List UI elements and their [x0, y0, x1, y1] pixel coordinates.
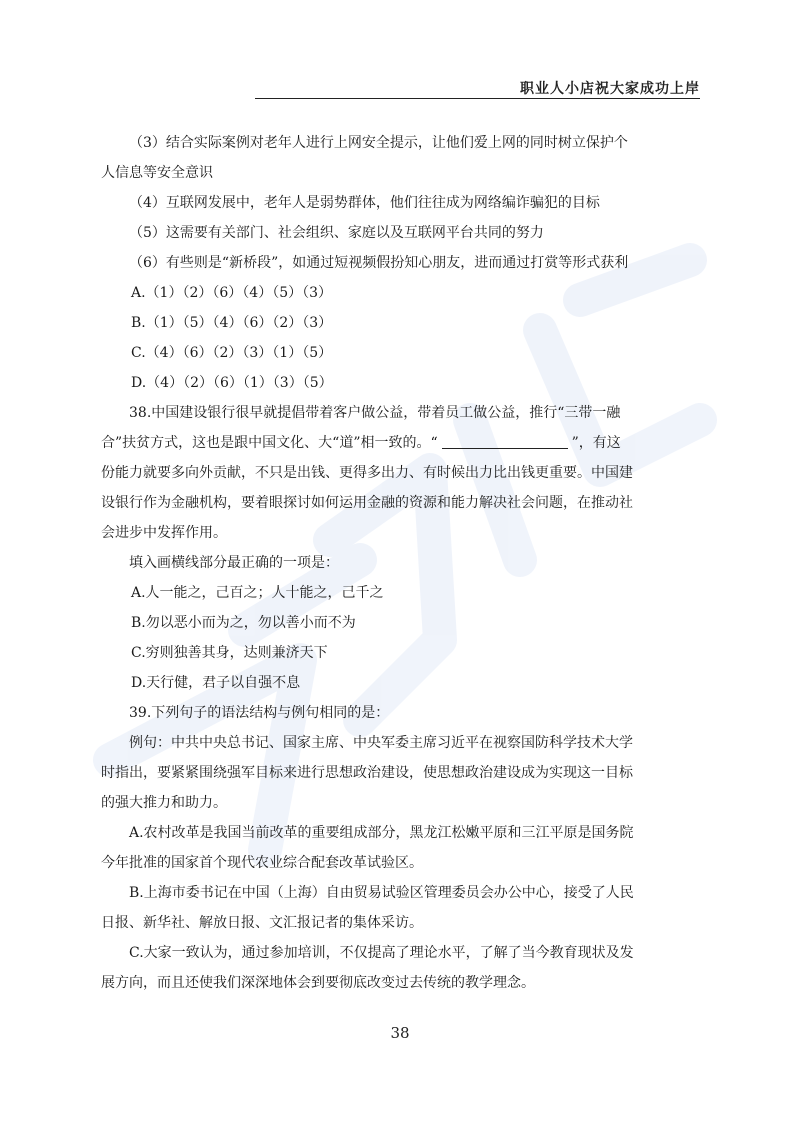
page-content	[101, 128, 701, 998]
q39-example-line-1: 例句：中共中央总书记、国家主席、中央军委主席习近平在视察国防科学技术大学	[129, 735, 633, 751]
q38-line-4: 设银行作为金融机构，要着眼探讨如何运用金融的资源和能力解决社会问题，在推动社	[101, 495, 633, 511]
q39-example-line-2: 时指出，要紧紧围绕强军目标来进行思想政治建设，使思想政治建设成为实现这一目标	[101, 765, 633, 781]
q38-line-5: 会进步中发挥作用。	[101, 525, 227, 541]
q37-item-3-cont: 人信息等安全意识	[101, 165, 213, 181]
q38-option-a: A.人一能之，己百之；人十能之，己千之	[131, 585, 384, 601]
q37-item-5: （5）这需要有关部门、社会组织、家庭以及互联网平台共同的努力	[129, 225, 544, 241]
page-number: 38	[390, 1024, 410, 1042]
q39-option-b-line-2: 日报、新华社、解放日报、文汇报记者的集体采访。	[101, 915, 423, 931]
q37-option-b: B.（1）（5）（4）（6）（2）（3）	[131, 315, 333, 331]
q38-line-1: 38.中国建设银行很早就提倡带着客户做公益，带着员工做公益，推行“三带一融	[129, 405, 621, 421]
q39-option-a-line-1: A.农村改革是我国当前改革的重要组成部分，黑龙江松嫩平原和三江平原是国务院	[129, 825, 634, 841]
fill-in-blank	[442, 432, 568, 449]
q38-option-c: C.穷则独善其身，达则兼济天下	[131, 645, 328, 661]
q37-option-a: A.（1）（2）（6）（4）（5）（3）	[131, 285, 333, 301]
page-header	[255, 0, 700, 99]
q37-option-c: C.（4）（6）（2）（3）（1）（5）	[131, 345, 333, 361]
q38-line-3: 份能力就要多向外贡献，不只是出钱、更得多出力、有时候出力比出钱更重要。中国建	[101, 465, 633, 481]
q39-option-c-line-2: 展方向，而且还使我们深深地体会到要彻底改变过去传统的教学理念。	[101, 975, 535, 991]
q39-option-a-line-2: 今年批准的国家首个现代农业综合配套改革试验区。	[101, 855, 423, 871]
q39-example-line-3: 的强大推力和助力。	[101, 795, 227, 811]
q38-prompt: 填入画横线部分最正确的一项是：	[129, 555, 339, 571]
header-title: 职业人小店祝大家成功上岸	[520, 81, 700, 97]
q39-option-b-line-1: B.上海市委书记在中国（上海）自由贸易试验区管理委员会办公中心，接受了人民	[129, 885, 634, 901]
q37-item-3: （3）结合实际案例对老年人进行上网安全提示，让他们爱上网的同时树立保护个	[129, 135, 628, 151]
q38-option-b: B.勿以恶小而为之，勿以善小而不为	[131, 615, 356, 631]
q37-option-d: D.（4）（2）（6）（1）（3）（5）	[131, 375, 333, 391]
q38-option-d: D.天行健，君子以自强不息	[131, 675, 301, 691]
q39-title: 39.下列句子的语法结构与例句相同的是：	[129, 705, 390, 721]
q39-option-c-line-1: C.大家一致认为，通过参加培训，不仅提高了理论水平，了解了当今教育现状及发	[129, 945, 634, 961]
q37-item-6: （6）有些则是“新桥段”，如通过短视频假扮知心朋友，进而通过打赏等形式获利	[129, 255, 629, 271]
q37-item-4: （4）互联网发展中，老年人是弱势群体，他们往往成为网络编诈骗犯的目标	[129, 195, 600, 211]
q38-line-2: 合”扶贫方式，这也是跟中国文化、大“道”相一致的。“ ”，有这	[101, 428, 701, 458]
